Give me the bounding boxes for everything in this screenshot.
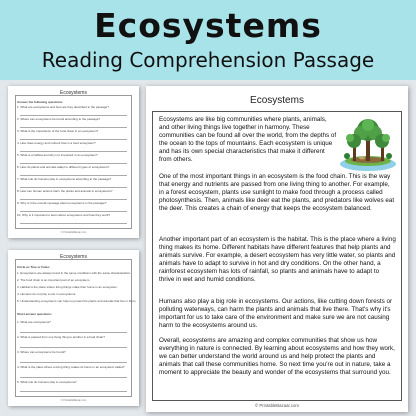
passage-title: Ecosystems — [250, 95, 304, 106]
answer-line — [20, 151, 127, 152]
answer-line — [20, 163, 127, 164]
passage-footer: © PrintableBazaar.com — [254, 403, 299, 408]
worksheet-footer: © PrintableBazaar.com — [60, 231, 87, 234]
question-item: 1. What are ecosystems and how are they described in the passage? — [17, 105, 109, 109]
question-item: 2. Where can ecosystems be found according to the passage? — [17, 117, 101, 121]
page-title: Ecosystems — [94, 6, 322, 45]
worksheet-true-false-thumbnail — [8, 250, 139, 406]
answer-line — [20, 223, 127, 224]
question-item: 8. How can human actions harm the plants and animals in ecosystems? — [17, 189, 113, 193]
answer-line — [20, 347, 127, 348]
question-item: 10. Why is it important to learn about ecosystems and how they work? — [17, 213, 111, 217]
worksheet-footer: © PrintableBazaar.com — [60, 399, 87, 402]
page-subtitle: Reading Comprehension Passage — [41, 48, 375, 72]
passage-paragraph: Humans also play a big role in ecosystems. Our actions, like cutting down forests or polluting waterways, can harm the plants and animals that live there. That's why it's important for us to take care of the environment and make sure we are not causing harm to the ecosystems around us. — [159, 298, 393, 329]
question-item: 3. What is the importance of the food chain in an ecosystem? — [17, 129, 99, 133]
worksheet-questions-thumbnail — [8, 86, 139, 238]
short-answer-item: 4. What is the place where a living thing makes its home in an ecosystem called? — [17, 365, 125, 369]
passage-paragraph: One of the most important things in an ecosystem is the food chain. This is the way that energy and nutrients are passed from one living thing to another. For example, in a forest ecosystem, plants use sunlight to make food through a process called photosynthesis. Then, animals like deer eat the plants, and predators like wolves eat the deer. This creates a chain of energy that keeps the ecosystem balanced. — [159, 173, 395, 212]
answer-line — [20, 187, 127, 188]
short-answer-item: 5. What role do humans play in ecosystems? — [17, 380, 77, 384]
passage-document — [146, 86, 408, 412]
ecosystem-tree-illustration — [336, 114, 400, 174]
question-item: 4. How does energy and nutrient flow in a food ecosystem? — [17, 141, 96, 145]
tf-item: 2. The food chain is an important part of an ecosystem. — [17, 278, 91, 282]
passage-paragraph: Another important part of an ecosystem is the habitat. This is the place where a living thing makes its home. Different habitats have different features that help plants and animals survive. For example, a desert ecosystem has very little water, so plants and animals have to adapt to survive in hot and dry conditions. On the other hand, a rainforest ecosystem has lots of rainfall, so plants and animals have to adapt to thrive in wet and humid conditions. — [159, 236, 396, 283]
worksheet-instruction: Answer the following questions: — [17, 100, 64, 104]
answer-line — [20, 362, 127, 363]
question-item: 6. How do plants and animals adapt to different types of ecosystems? — [17, 165, 110, 169]
question-item: 5. What is a habitat and why is it important in an ecosystem? — [17, 153, 98, 157]
tf-item: 3. Habitat is the place where living things make their home in an ecosystem. — [17, 285, 118, 289]
short-answer-heading: Short answer questions: — [17, 312, 53, 316]
answer-line — [20, 332, 127, 333]
tf-item: 5. Understanding ecosystems can help us protect the plants and animals that live in them. — [17, 299, 137, 303]
answer-line — [20, 211, 127, 212]
answer-line — [20, 127, 127, 128]
passage-paragraph: Overall, ecosystems are amazing and complex communities that show us how everything in nature is connected. By learning about ecosystems and how they work, we can better understand the world around us and help protect the plants and animals that call these communities home. So next time you're out in nature, take a moment to appreciate the beauty and wonder of the ecosystems that surround you. — [159, 337, 395, 376]
short-answer-item: 2. What is passed from one living thing to another in a food chain? — [17, 335, 105, 339]
short-answer-item: 1. What are ecosystems? — [17, 320, 51, 324]
short-answer-item: 3. Where can ecosystems be found? — [17, 350, 66, 354]
answer-line — [20, 175, 127, 176]
tf-section-heading: Circle as True or False: — [17, 265, 51, 269]
question-item: 9. Why is it the overall message about ecosystems in the passage? — [17, 201, 107, 205]
worksheet-title: Ecosystems — [60, 254, 87, 260]
tf-item: 1. Ecosystems are always found in the same conditions with the same characteristics. — [17, 271, 131, 275]
answer-line — [20, 391, 127, 392]
passage-paragraph: Ecosystems are like big communities where plants, animals, and other living things live together in harmony. These communities can be found all over the world, from the depths of the ocean to the tops of mountains. Each ecosystem is unique and has its own special characteristics that make it different from others. — [159, 116, 337, 163]
answer-line — [20, 115, 127, 116]
worksheet-title: Ecosystems — [60, 90, 87, 96]
tf-item: 4. Humans do not play a role in ecosystems. — [17, 292, 77, 296]
answer-line — [20, 139, 127, 140]
answer-line — [20, 199, 127, 200]
question-item: 7. What role do humans play in ecosystems according to the passage? — [17, 177, 112, 181]
answer-line — [20, 377, 127, 378]
